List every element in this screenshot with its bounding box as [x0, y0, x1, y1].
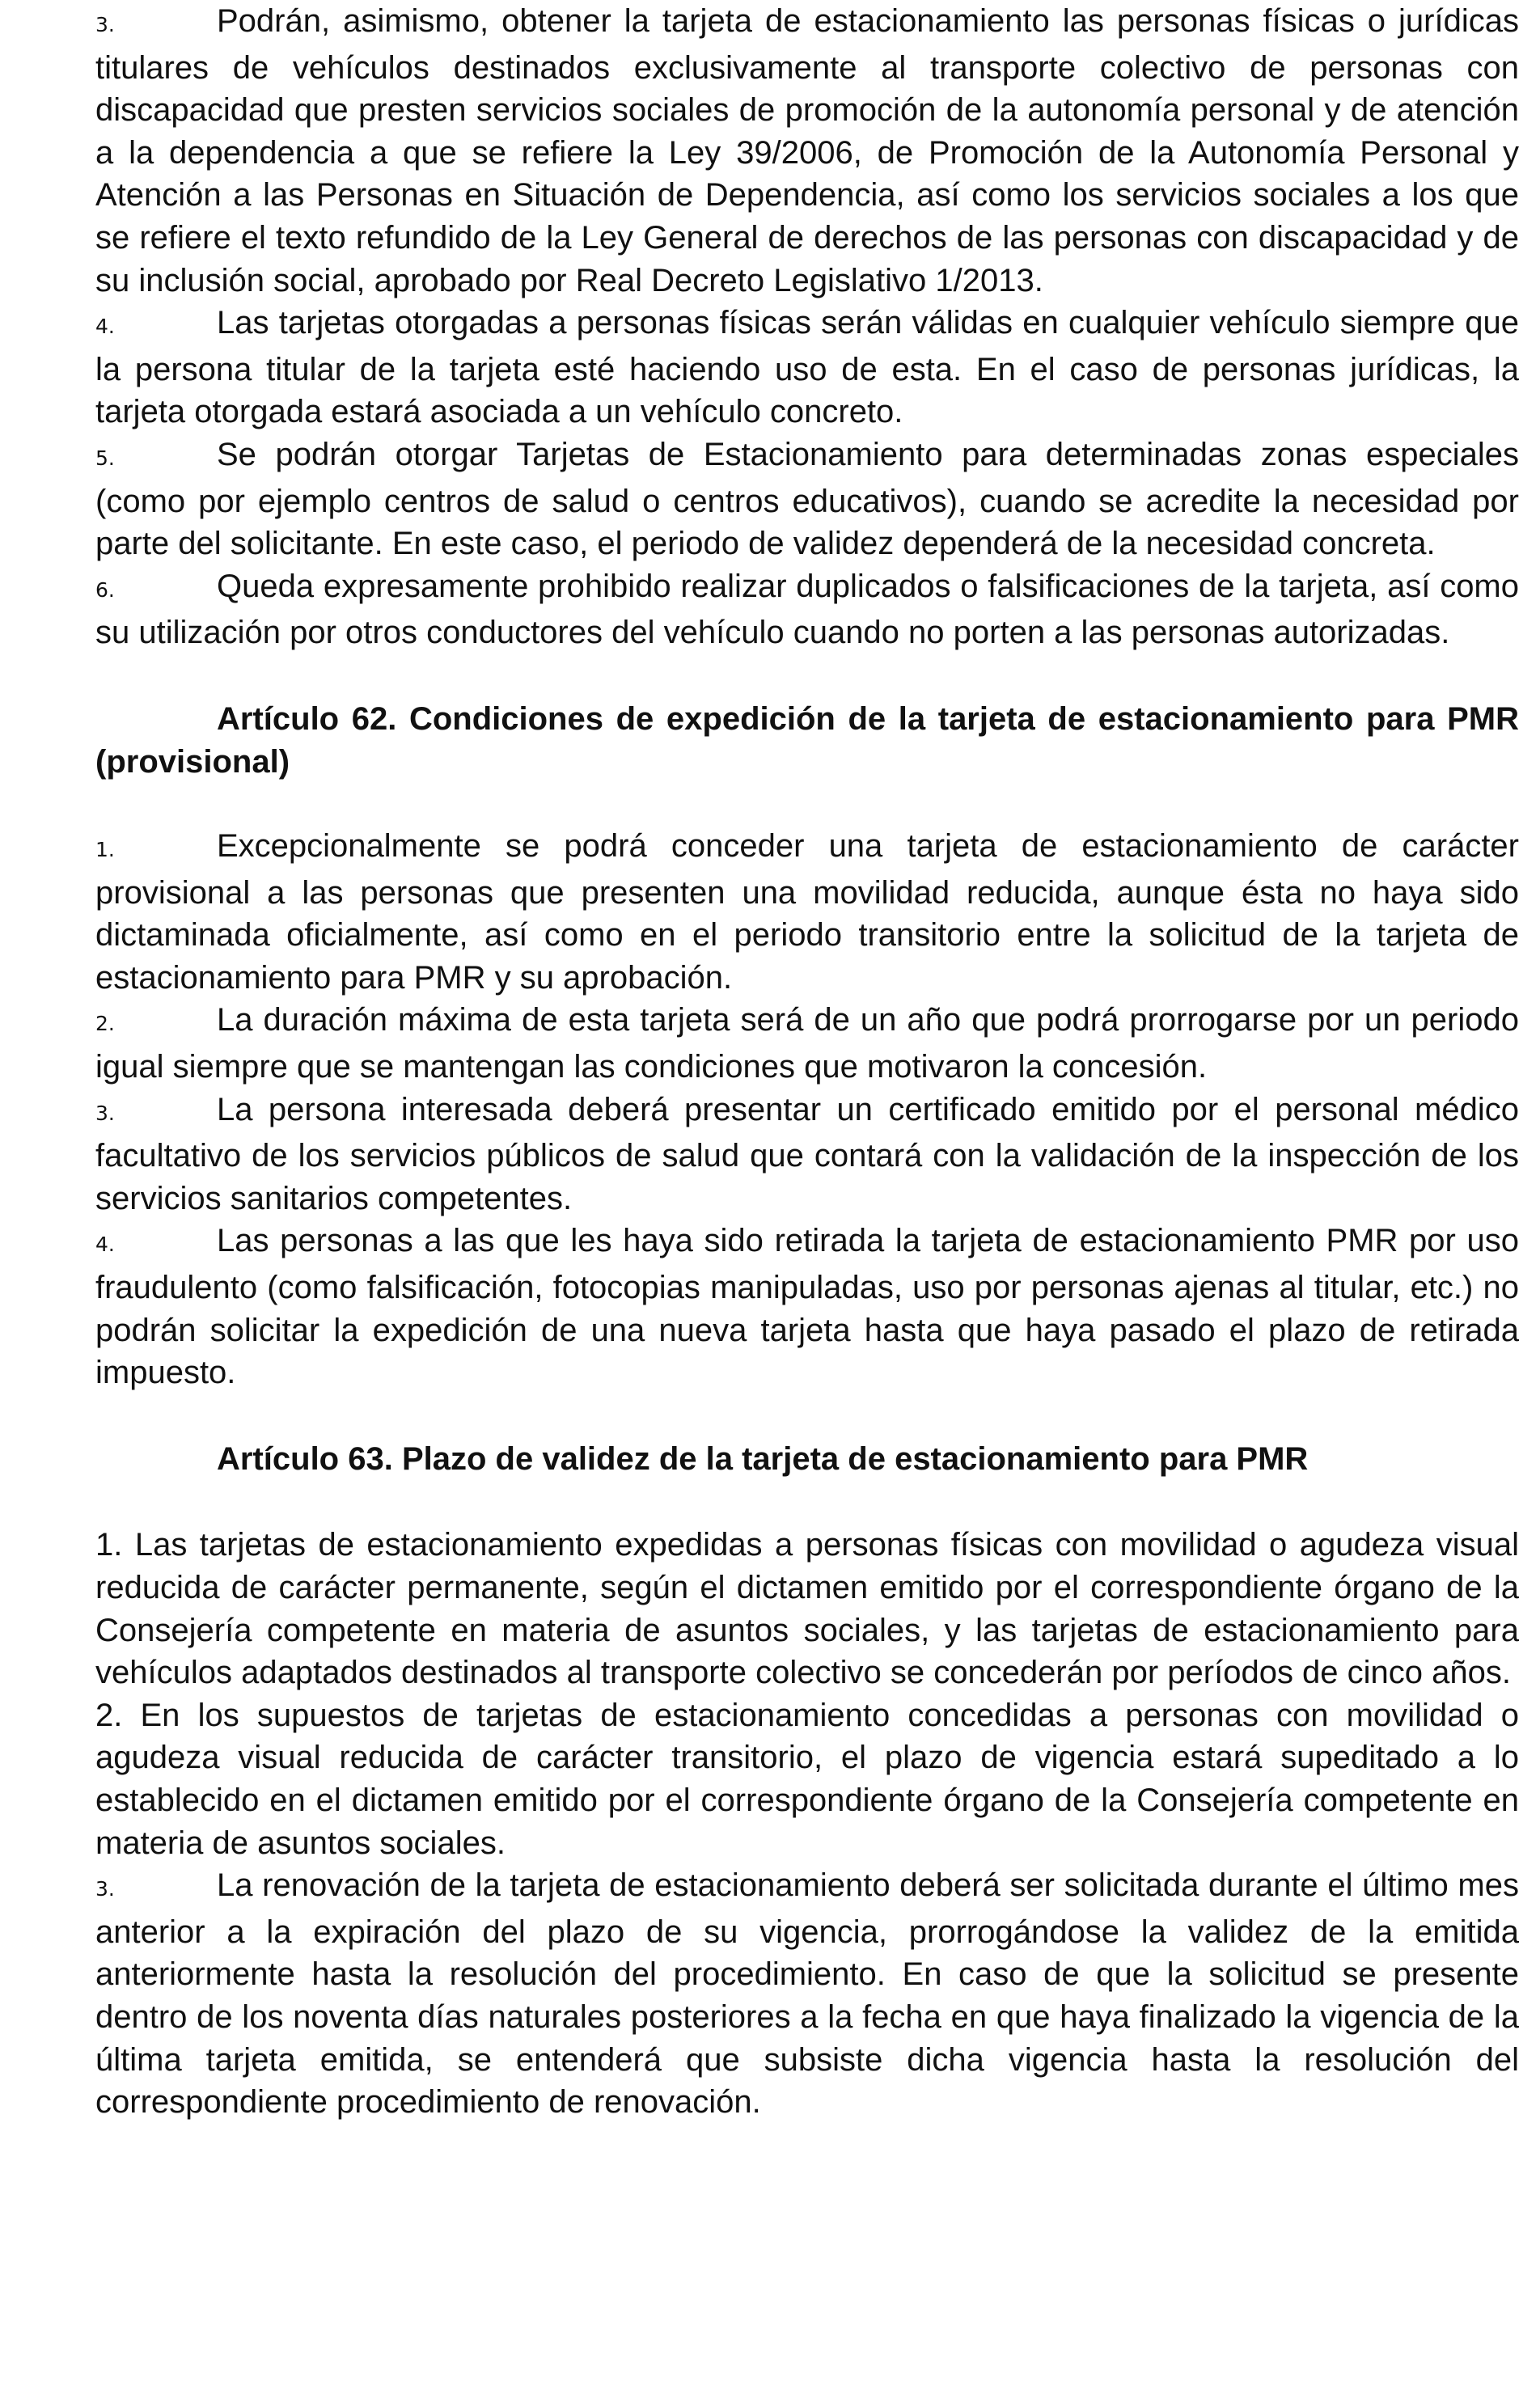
paragraph-text: Excepcionalmente se podrá conceder una tarjeta de estacionamiento de carácter provisional a las personas que presenten una movilidad reducida, aunque ésta no haya sido dictaminada oficialmente, así como en el periodo transitorio entre la solicitud de la tarjeta de estacionamiento para PMR y su aprobación.: [95, 828, 1519, 996]
article-62-paragraph-2: [95, 999, 1519, 1088]
article-62-paragraph-1: [95, 825, 1519, 999]
paragraph-number: 4.: [95, 1233, 115, 1257]
paragraph-text: La renovación de la tarjeta de estacionamiento deberá ser solicitada durante el último mes anterior a la expiración del plazo de su vigencia, prorrogándose la validez de la emitida anteriormente hasta la resolución del procedimiento. En caso de que la solicitud se presente dentro de los noventa días naturales posteriores a la fecha en que haya finalizado la vigencia de la última tarjeta emitida, se entenderá que subsiste dicha vigencia hasta la resolución del correspondiente procedimiento de renovación.: [95, 1867, 1519, 2121]
paragraph-text: Podrán, asimismo, obtener la tarjeta de estacionamiento las personas físicas o jurídicas titulares de vehículos destinados exclusivamente al transporte colectivo de personas con discapacidad que presten servicios sociales de promoción de la autonomía personal y de atención a la dependencia a que se refiere la Ley 39/2006, de Promoción de la Autonomía Personal y Atención a las Personas en Situación de Dependencia, así como los servicios sociales a los que se refiere el texto refundido de la Ley General de derechos de las personas con discapacidad y de su inclusión social, aprobado por Real Decreto Legislativo 1/2013.: [95, 3, 1519, 298]
article-63-title: Artículo 63. Plazo de validez de la tarjeta de estacionamiento para PMR: [217, 1440, 1309, 1477]
paragraph-5: [95, 433, 1519, 565]
paragraph-number: 5.: [95, 446, 115, 470]
article-62-paragraph-3: [95, 1089, 1519, 1220]
paragraph-number: 3.: [95, 13, 115, 36]
document-page: [95, 0, 1519, 2124]
article-62-paragraph-4: [95, 1220, 1519, 1393]
paragraph-3: [95, 0, 1519, 302]
paragraph-4: [95, 302, 1519, 433]
paragraph-number: 1.: [95, 838, 115, 862]
paragraph-text: La duración máxima de esta tarjeta será de un año que podrá prorrogarse por un periodo igual siempre que se mantengan las condiciones que motivaron la concesión.: [95, 1002, 1519, 1085]
paragraph-text: Queda expresamente prohibido realizar duplicados o falsificaciones de la tarjeta, así como su utilización por otros conductores del vehículo cuando no porten a las personas autorizadas.: [95, 568, 1519, 651]
article-63-paragraph-3: [95, 1864, 1519, 2124]
article-62-title: Artículo 62. Condiciones de expedición de la tarjeta de estacionamiento para PMR (provisional): [95, 700, 1519, 780]
paragraph-text: Las tarjetas otorgadas a personas físicas serán válidas en cualquier vehículo siempre que la persona titular de la tarjeta esté haciendo uso de esta. En el caso de personas jurídicas, la tarjeta otorgada estará asociada a un vehículo concreto.: [95, 305, 1519, 430]
paragraph-text: La persona interesada deberá presentar un certificado emitido por el personal médico facultativo de los servicios públicos de salud que contará con la validación de la inspección de los servicios sanitarios competentes.: [95, 1091, 1519, 1216]
paragraph-number: 4.: [95, 315, 115, 339]
paragraph-number: 3.: [95, 1877, 115, 1901]
paragraph-6: [95, 565, 1519, 654]
paragraph-text: Las personas a las que les haya sido retirada la tarjeta de estacionamiento PMR por uso fraudulento (como falsificación, fotocopias manipuladas, uso por personas ajenas al titular, etc.) no podrán solicitar la expedición de una nueva tarjeta hasta que haya pasado el plazo de retirada impuesto.: [95, 1223, 1519, 1391]
article-63-paragraph-2: 2. En los supuestos de tarjetas de estacionamiento concedidas a personas con movilidad o agudeza visual reducida de carácter transitorio, el plazo de vigencia estará supeditado a lo establecido en el dictamen emitido por el correspondiente órgano de la Consejería competente en materia de asuntos sociales.: [95, 1697, 1519, 1861]
paragraph-text: Se podrán otorgar Tarjetas de Estacionamiento para determinadas zonas especiales (como por ejemplo centros de salud o centros educativos), cuando se acredite la necesidad por parte del solicitante. En este caso, el periodo de validez dependerá de la necesidad concreta.: [95, 436, 1519, 562]
paragraph-number: 3.: [95, 1101, 115, 1125]
paragraph-number: 6.: [95, 577, 115, 602]
article-63-paragraph-1: 1. Las tarjetas de estacionamiento expedidas a personas físicas con movilidad o agudeza visual reducida de carácter permanente, según el dictamen emitido por el correspondiente órgano de la Consejería competente en materia de asuntos sociales, y las tarjetas de estacionamiento para vehículos adaptados destinados al transporte colectivo se concederán por períodos de cinco años.: [95, 1527, 1519, 1691]
paragraph-number: 2.: [95, 1012, 115, 1036]
